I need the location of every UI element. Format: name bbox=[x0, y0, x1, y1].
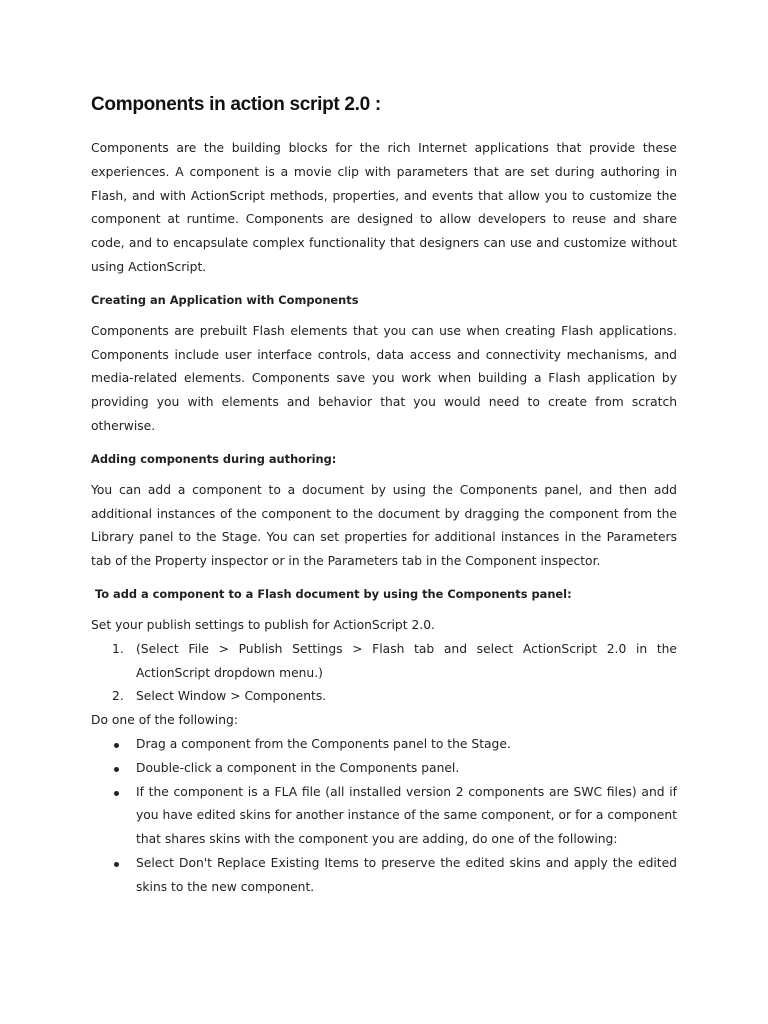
step-text: (Select File > Publish Settings > Flash tab and select ActionScript 2.0 in the ActionScript dropdown menu.) bbox=[136, 641, 677, 680]
option-text: Double-click a component in the Components panel. bbox=[136, 760, 460, 775]
option-text: Select Don't Replace Existing Items to preserve the edited skins and apply the edited skins to the new component. bbox=[136, 855, 677, 894]
step-number: 1. bbox=[112, 641, 124, 656]
list-item bbox=[91, 685, 677, 709]
bullet-icon bbox=[114, 743, 119, 748]
list-item bbox=[91, 757, 677, 781]
option-text: If the component is a FLA file (all installed version 2 components are SWC files) and if you have edited skins for another instance of the same component, or for a component that shares skins with the component you are adding, do one of the following: bbox=[136, 784, 677, 847]
bullet-icon bbox=[114, 862, 119, 867]
numbered-steps-list bbox=[91, 638, 677, 709]
section-heading-add-component-procedure: To add a component to a Flash document by using the Components panel: bbox=[95, 586, 572, 601]
list-item bbox=[91, 852, 677, 900]
document-page bbox=[91, 92, 677, 900]
list-item bbox=[91, 781, 677, 852]
step-text: Select Window > Components. bbox=[136, 689, 327, 704]
bullet-icon bbox=[114, 791, 119, 796]
section-heading-creating-application: Creating an Application with Components bbox=[91, 292, 359, 307]
options-lead-text: Do one of the following: bbox=[91, 713, 238, 728]
intro-paragraph: Components are the building blocks for the rich Internet applications that provide these experiences. A component is a movie clip with parameters that are set during authoring in Flash, and with ActionScript methods, properties, and events that allow you to customize the component at runtime. Components are designed to allow developers to reuse and share code, and to encapsulate complex functionality that designers can use and customize without using ActionScript. bbox=[91, 141, 677, 274]
section-body-adding-components: You can add a component to a document by using the Components panel, and then add additional instances of the component to the document by dragging the component from the Library panel to the Stage. You can set properties for additional instances in the Parameters tab of the Property inspector or in the Parameters tab in the Component inspector. bbox=[91, 482, 677, 569]
list-item bbox=[91, 733, 677, 757]
bulleted-options-list bbox=[91, 733, 677, 900]
section-body-creating-application: Components are prebuilt Flash elements that you can use when creating Flash applications. Components include user interface controls, data access and connectivity mechanisms, and media-related elements. Components save you work when building a Flash application by providing you with elements and behavior that you would need to create from scratch otherwise. bbox=[91, 323, 677, 433]
page-title: Components in action script 2.0 : bbox=[91, 94, 381, 115]
bullet-icon bbox=[114, 767, 119, 772]
publish-settings-instruction: Set your publish settings to publish for ActionScript 2.0. bbox=[91, 617, 435, 632]
section-heading-adding-components: Adding components during authoring: bbox=[91, 451, 337, 466]
step-number: 2. bbox=[112, 689, 124, 704]
option-text: Drag a component from the Components panel to the Stage. bbox=[136, 736, 511, 751]
list-item bbox=[91, 638, 677, 686]
